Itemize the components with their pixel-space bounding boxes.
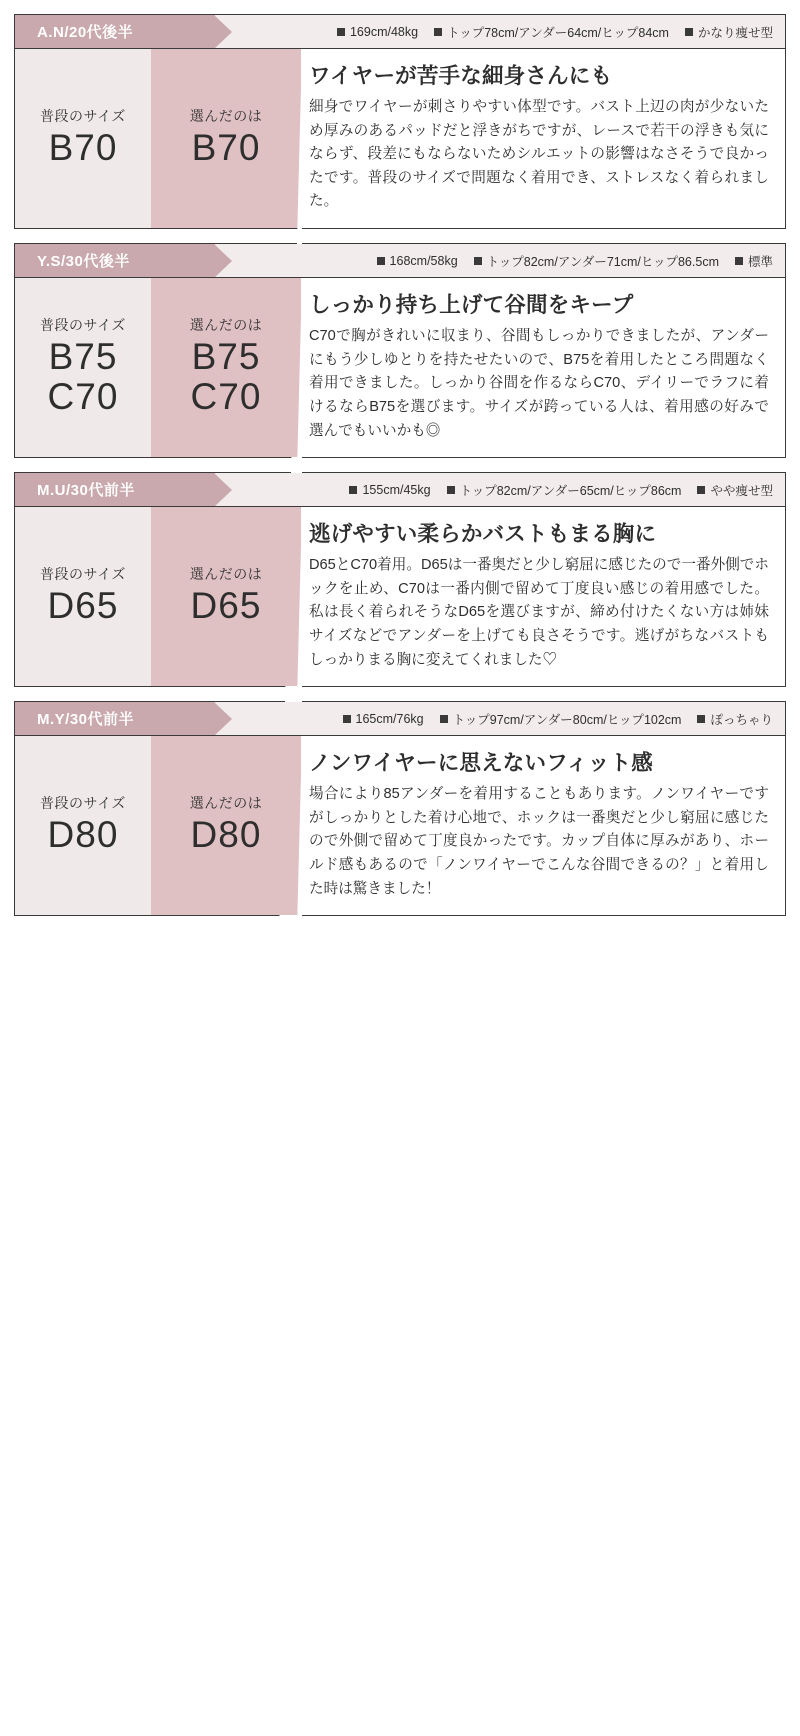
spec-text: 168cm/58kg [389,253,458,268]
review-header [15,473,785,507]
reviewer-name: Y.S/30代後半 [15,244,215,277]
spec-text: トップ97cm/アンダー80cm/ヒップ102cm [452,712,682,727]
bullet-square-icon [735,257,743,265]
chosen-size-label: 選んだのは [189,107,263,124]
spec-item [474,252,719,270]
bullet-square-icon [697,715,705,723]
bullet-square-icon [440,715,448,723]
chosen-size-values [191,337,262,417]
bullet-square-icon [447,486,455,494]
spec-text: 155cm/45kg [362,482,431,497]
size-value: D65 [47,584,119,626]
spec-item [434,23,669,41]
review-card [14,243,786,458]
review-header [15,702,785,736]
size-value: B75 [48,335,118,377]
chosen-size-label: 選んだのは [189,565,263,582]
chosen-size-values [191,815,262,855]
bullet-square-icon [474,257,482,265]
reviewer-specs [215,702,785,735]
spec-text: 169cm/48kg [349,24,419,39]
usual-size-block [15,736,151,915]
spec-item [337,25,418,39]
spec-text: やや痩せ型 [710,483,773,498]
reviewer-specs [215,15,785,48]
chosen-size-label: 選んだのは [189,794,263,811]
usual-size-values [49,128,118,168]
spec-text: トップ82cm/アンダー65cm/ヒップ86cm [459,483,682,498]
spec-item [685,23,773,41]
spec-text: かなり痩せ型 [697,25,773,40]
chosen-size-block [151,507,301,686]
review-text-block [301,278,785,457]
reviewer-name: A.N/20代後半 [15,15,215,48]
review-text-block [301,507,785,686]
review-header [15,15,785,49]
spec-item [377,254,458,268]
size-value: B75 [191,335,261,377]
review-title: ノンワイヤーに思えないフィット感 [309,751,653,776]
reviewer-name: M.Y/30代前半 [15,702,215,735]
bullet-square-icon [337,28,345,36]
spec-item [697,481,773,499]
review-text-block [301,736,785,915]
spec-item [447,481,682,499]
bullet-square-icon [349,486,357,494]
spec-item [343,712,424,726]
review-text: 場合により85アンダーを着用することもあります。ノンワイヤーですがしっかりとした着け心地で、ホックは一番奥だと少し窮屈に感じたので外側で留めて丁度良かったです。カップ自体に厚みがあり、ホールド感もあるので「ノンワイヤーでこんな谷間できるの？」と着用した時は驚きました！ [309,786,769,897]
usual-size-block [15,507,151,686]
size-value: D80 [47,813,119,855]
reviewer-name: M.U/30代前半 [15,473,215,506]
usual-size-values [48,337,119,417]
spec-text: 標準 [747,254,773,269]
spec-item [735,252,773,270]
spec-text: 165cm/76kg [355,711,424,726]
size-value: B70 [191,126,261,168]
bullet-square-icon [377,257,385,265]
chosen-size-values [192,128,261,168]
spec-text: トップ78cm/アンダー64cm/ヒップ84cm [447,25,669,40]
usual-size-label: 普段のサイズ [40,107,126,124]
spec-text: ぽっちゃり [710,712,773,727]
spec-item [349,483,430,497]
size-value: D65 [190,584,262,626]
reviewer-specs [215,473,785,506]
review-title: しっかり持ち上げて谷間をキープ [309,293,634,318]
usual-size-block [15,278,151,457]
review-body [15,278,785,457]
review-text-block [301,49,785,228]
chosen-size-block [151,278,301,457]
review-body [15,736,785,915]
review-header [15,244,785,278]
spec-text: トップ82cm/アンダー71cm/ヒップ86.5cm [486,254,719,269]
chosen-size-block [151,736,301,915]
review-text: 細身でワイヤーが刺さりやすい体型です。バスト上辺の肉が少ないため厚みのあるパッドだと浮きがちですが、レースで若干の浮きも気にならず、段差にもならないためシルエットの影響はなさそうで良かったです。普段のサイズで問題なく着用でき、ストレスなく着られました。 [309,98,769,210]
review-text: D65とC70着用。D65は一番奥だと少し窮屈に感じたので一番外側でホックを止め、C70は一番内側で留めて丁度良い感じの着用感でした。私は長く着られそうなD65を選びますが、締め付けたくない方は姉妹サイズなどでアンダーを上げても良さそうです。逃げがちなバストもしっかりまる胸に変えてくれました♡ [309,557,769,668]
review-card [14,14,786,229]
review-text: C70で胸がきれいに収まり、谷間もしっかりできましたが、アンダーにもう少しゆとりを持たせたいので、B75を着用したところ問題なく着用できました。しっかり谷間を作るならC70、デイリーでラフに着けるならB75を選びます。サイズが跨っている人は、着用感の好みで選んでもいいかも◎ [309,327,769,439]
usual-size-values [48,586,119,626]
review-title: ワイヤーが苦手な細身さんにも [309,64,613,88]
review-body [15,507,785,686]
size-value: C70 [47,375,119,417]
chosen-size-label: 選んだのは [189,316,263,333]
usual-size-label: 普段のサイズ [40,794,126,811]
spec-item [697,710,773,728]
review-card [14,701,786,916]
chosen-size-block [151,49,301,228]
usual-size-label: 普段のサイズ [40,316,126,333]
usual-size-label: 普段のサイズ [40,565,126,582]
bullet-square-icon [697,486,705,494]
size-value: B70 [48,126,118,168]
review-body [15,49,785,228]
review-title: 逃げやすい柔らかバストもまる胸に [309,522,657,547]
size-value: D80 [190,813,262,855]
bullet-square-icon [434,28,442,36]
size-value: C70 [190,375,262,417]
reviewer-specs [215,244,785,277]
bullet-square-icon [343,715,351,723]
usual-size-block [15,49,151,228]
review-card [14,472,786,687]
usual-size-values [48,815,119,855]
chosen-size-values [191,586,262,626]
spec-item [440,710,682,728]
bullet-square-icon [685,28,693,36]
